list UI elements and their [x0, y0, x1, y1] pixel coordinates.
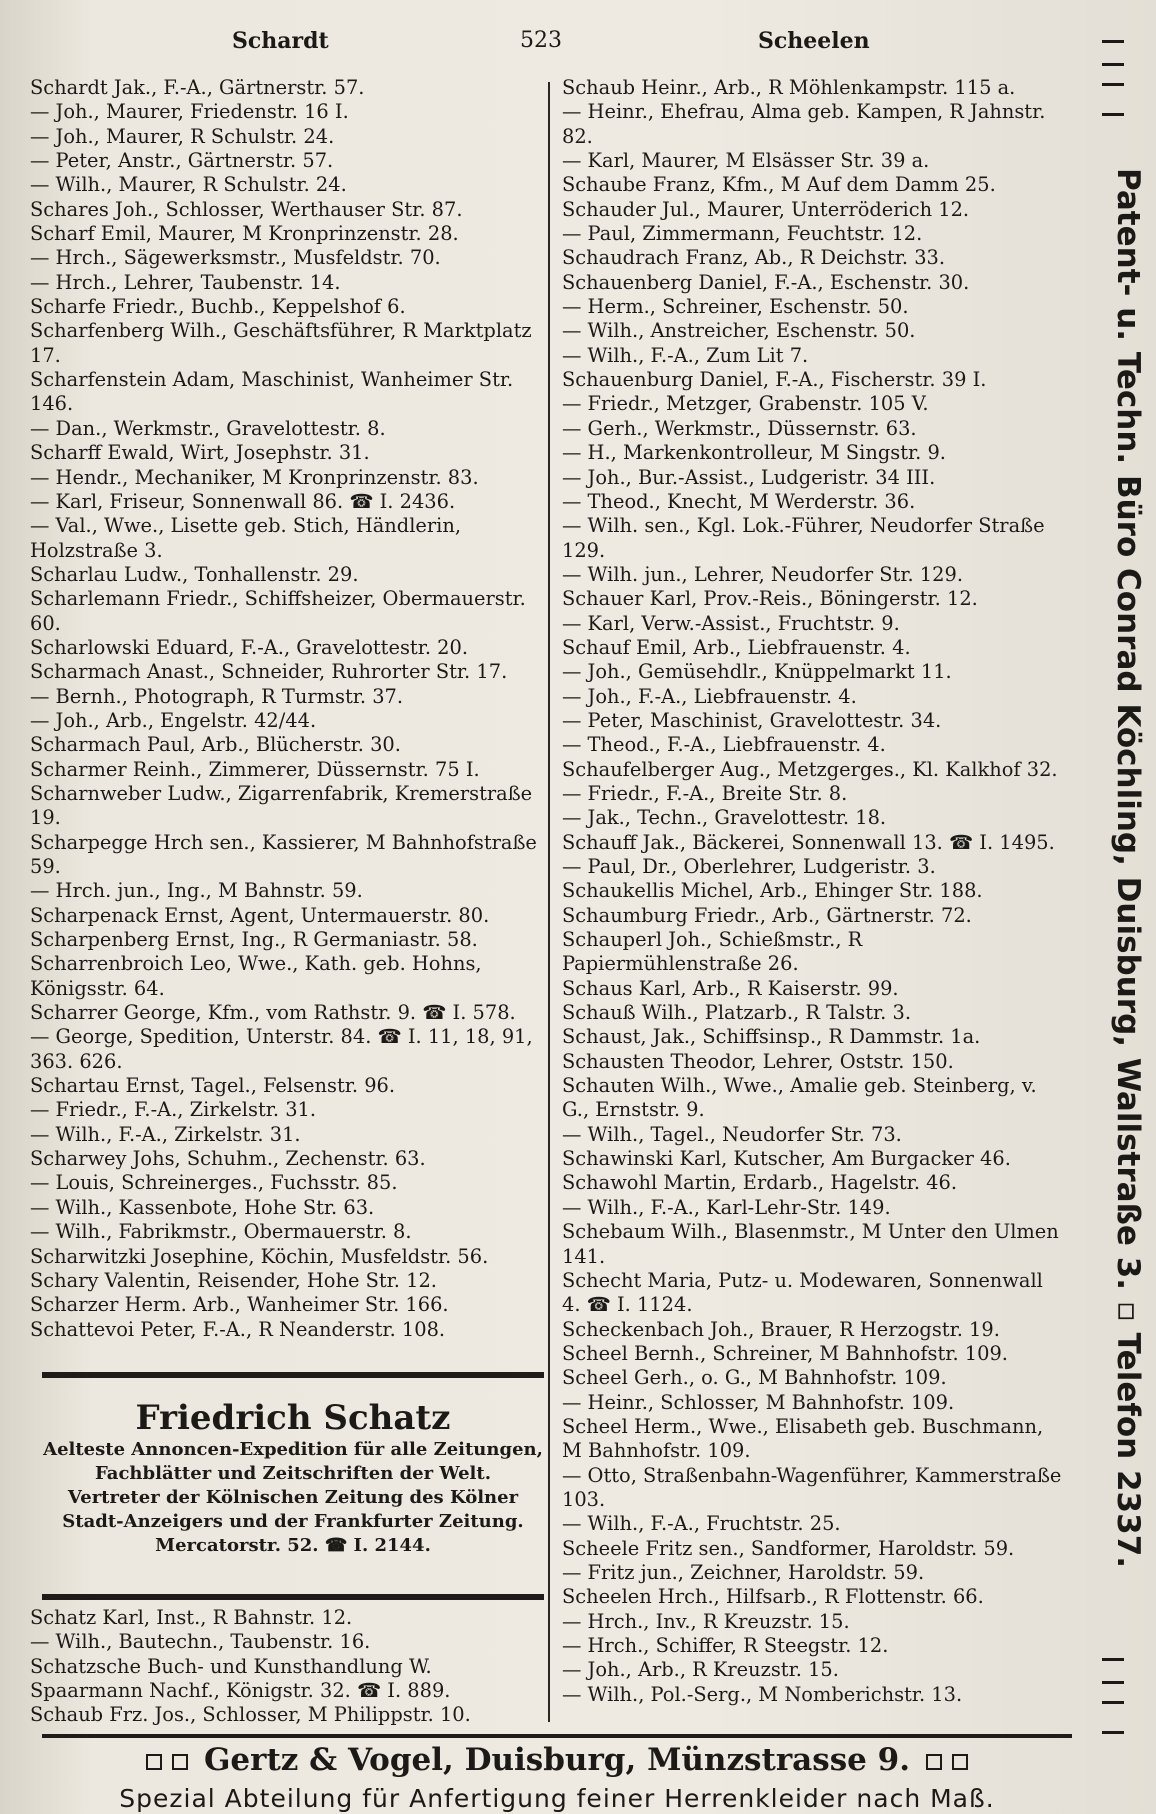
list-item: — Wilh., Maurer, R Schulstr. 24.	[30, 173, 347, 197]
list-item: — Wilh. sen., Kgl. Lok.-Führer, Neudorfer Straße 129.	[562, 514, 1045, 562]
footer-rule	[42, 1734, 1072, 1738]
list-item: Scharwey Johs, Schuhm., Zechenstr. 63.	[30, 1147, 426, 1171]
list-item: — Joh., F.-A., Liebfrauenstr. 4.	[562, 684, 857, 708]
list-item: Scharfenstein Adam, Maschinist, Wanheimer Str. 146.	[30, 368, 514, 416]
list-item: — Wilh., Tagel., Neudorfer Str. 73.	[562, 1122, 902, 1146]
list-item: Scharrenbroich Leo, Wwe., Kath. geb. Hohns, Königsstr. 64.	[30, 952, 482, 1000]
list-item: Schebaum Wilh., Blasenmstr., M Unter den Ulmen 141.	[562, 1220, 1059, 1268]
list-item: Schaukellis Michel, Arb., Ehinger Str. 188.	[562, 879, 983, 903]
list-item: Scheel Bernh., Schreiner, M Bahnhofstr. 109.	[562, 1341, 1008, 1365]
list-item: Schauenberg Daniel, F.-A., Eschenstr. 30.	[562, 270, 970, 294]
ad-line: Mercatorstr. 52. ☎ I. 2144.	[155, 1535, 431, 1556]
list-item: Scharfenberg Wilh., Geschäftsführer, R Marktplatz 17.	[30, 319, 532, 367]
list-item: — Peter, Anstr., Gärtnerstr. 57.	[30, 149, 334, 173]
list-item: — Theod., F.-A., Liebfrauenstr. 4.	[562, 733, 886, 757]
list-item: Scharmach Anast., Schneider, Ruhrorter Str. 17.	[30, 660, 508, 684]
list-item: Scheele Fritz sen., Sandformer, Haroldstr. 59.	[562, 1536, 1015, 1560]
sidebar-ad-text: Patent- u. Techn. Büro Conrad Köchling, Duisburg, Wallstraße 3. ▫ Telefon 2337.	[1110, 168, 1146, 1569]
list-item: Scharff Ewald, Wirt, Josephstr. 31.	[30, 441, 370, 465]
list-item: Scharmach Paul, Arb., Blücherstr. 30.	[30, 733, 401, 757]
list-item: Schauer Karl, Prov.-Reis., Böningerstr. 12.	[562, 587, 978, 611]
list-item: Schaus Karl, Arb., R Kaiserstr. 99.	[562, 976, 899, 1000]
list-item: Schauten Wilh., Wwe., Amalie geb. Steinberg, v. G., Ernststr. 9.	[562, 1074, 1037, 1122]
list-item: — Gerh., Werkmstr., Düssernstr. 63.	[562, 416, 917, 440]
list-item: Scharpenack Ernst, Agent, Untermauerstr. 80.	[30, 903, 490, 927]
list-item: Schecht Maria, Putz- u. Modewaren, Sonnenwall 4. ☎ I. 1124.	[562, 1268, 1043, 1317]
list-item: Scharmer Reinh., Zimmerer, Düssernstr. 75 I.	[30, 757, 480, 781]
list-item: — Wilh., Anstreicher, Eschenstr. 50.	[562, 319, 916, 343]
list-item: — Friedr., Metzger, Grabenstr. 105 V.	[562, 392, 929, 416]
list-item: — Hrch., Sägewerksmstr., Musfeldstr. 70.	[30, 246, 441, 270]
list-item: — Friedr., F.-A., Zirkelstr. 31.	[30, 1098, 317, 1122]
left-column	[30, 76, 545, 1342]
list-item: Scheel Gerh., o. G., M Bahnhofstr. 109.	[562, 1366, 947, 1390]
list-item: — Joh., Arb., Engelstr. 42/44.	[30, 708, 317, 732]
list-item: Scheckenbach Joh., Brauer, R Herzogstr. 19.	[562, 1317, 1000, 1341]
list-item: — Joh., Gemüsehdlr., Knüppelmarkt 11.	[562, 660, 952, 684]
list-item: Schatzsche Buch- und Kunsthandlung W. Spaarmann Nachf., Königstr. 32. ☎ I. 889.	[30, 1654, 451, 1703]
column-divider	[548, 82, 550, 1722]
ad-line: Vertreter der Kölnischen Zeitung des Kölner	[67, 1487, 519, 1508]
list-item: Schauder Jul., Maurer, Unterröderich 12.	[562, 197, 970, 221]
list-item: Scharzer Herm. Arb., Wanheimer Str. 166.	[30, 1293, 449, 1317]
list-item: Schaube Franz, Kfm., M Auf dem Damm 25.	[562, 173, 996, 197]
list-item: — Paul, Dr., Oberlehrer, Ludgeristr. 3.	[562, 855, 936, 878]
list-item: — Hendr., Mechaniker, M Kronprinzenstr. 83.	[30, 465, 479, 489]
list-item: — Hrch., Schiffer, R Steegstr. 12.	[562, 1634, 889, 1657]
page-header	[0, 28, 1060, 68]
list-item: — Wilh., Bautechn., Taubenstr. 16.	[30, 1630, 371, 1654]
list-item: Scharnweber Ludw., Zigarrenfabrik, Kremerstraße 19.	[30, 781, 533, 830]
page-number: 523	[520, 28, 562, 53]
list-item: Schauperl Joh., Schießmstr., R Papiermühlenstraße 26.	[562, 928, 863, 976]
list-item: Scharlowski Eduard, F.-A., Gravelottestr. 20.	[30, 635, 469, 659]
list-item: Scheelen Hrch., Hilfsarb., R Flottenstr. 66.	[562, 1585, 984, 1609]
list-item: Scharpegge Hrch sen., Kassierer, M Bahnhofstraße 59.	[30, 830, 537, 878]
list-item: — Wilh., Kassenbote, Hohe Str. 63.	[30, 1195, 375, 1219]
list-item: Scharpenberg Ernst, Ing., R Germaniastr. 58.	[30, 928, 478, 952]
list-item: — Wilh., F.-A., Zum Lit 7.	[562, 343, 809, 367]
list-item: — Joh., Maurer, R Schulstr. 24.	[30, 124, 335, 148]
list-item: — Jak., Techn., Gravelottestr. 18.	[562, 806, 887, 830]
list-item: — Wilh., F.-A., Karl-Lehr-Str. 149.	[562, 1195, 891, 1219]
list-item: Schausten Theodor, Lehrer, Oststr. 150.	[562, 1049, 954, 1073]
decorative-rule	[1102, 40, 1124, 116]
list-item: Schatz Karl, Inst., R Bahnstr. 12.	[30, 1606, 353, 1629]
list-item: Schawinski Karl, Kutscher, Am Burgacker 46.	[562, 1147, 1011, 1171]
list-item: — Hrch., Inv., R Kreuzstr. 15.	[562, 1609, 850, 1633]
list-item: Schauff Jak., Bäckerei, Sonnenwall 13. ☎ I. 1495.	[562, 830, 1055, 854]
list-item: — Wilh., F.-A., Fruchtstr. 25.	[562, 1512, 841, 1536]
list-item: — George, Spedition, Unterstr. 84. ☎ I. 11, 18, 91, 363. 626.	[30, 1025, 533, 1073]
header-right-keyword: Scheelen	[758, 28, 870, 54]
list-item: — Joh., Arb., R Kreuzstr. 15.	[562, 1658, 839, 1682]
ad-bottom-rule	[42, 1594, 544, 1600]
list-item: — Wilh. jun., Lehrer, Neudorfer Str. 129.	[562, 562, 963, 586]
list-item: Schardt Jak., F.-A., Gärtnerstr. 57.	[30, 76, 365, 99]
list-item: — Val., Wwe., Lisette geb. Stich, Händlerin, Holzstraße 3.	[30, 514, 462, 562]
list-item: — Otto, Straßenbahn-Wagenführer, Kammerstraße 103.	[562, 1463, 1062, 1511]
ad-line: Stadt-Anzeigers und der Frankfurter Zeitung.	[62, 1511, 524, 1532]
ad-line: Aelteste Annoncen-Expedition für alle Zeitungen,	[43, 1439, 543, 1460]
list-item: — Karl, Friseur, Sonnenwall 86. ☎ I. 2436.	[30, 489, 456, 513]
sidebar-advertisement	[1078, 40, 1148, 1760]
list-item: — Karl, Verw.-Assist., Fruchtstr. 9.	[562, 611, 900, 635]
list-item: Scharfe Friedr., Buchb., Keppelshof 6.	[30, 295, 406, 319]
square-ornament-icon	[146, 1754, 162, 1770]
list-item: Schares Joh., Schlosser, Werthauser Str. 87.	[30, 197, 463, 221]
list-item: — Heinr., Ehefrau, Alma geb. Kampen, R Jahnstr. 82.	[562, 100, 1046, 148]
footer-ad-line1: Gertz & Vogel, Duisburg, Münzstrasse 9.	[203, 1742, 911, 1778]
list-item: Schawohl Martin, Erdarb., Hagelstr. 46.	[562, 1171, 957, 1195]
list-item: Scharf Emil, Maurer, M Kronprinzenstr. 28.	[30, 222, 459, 246]
list-item: — Paul, Zimmermann, Feuchtstr. 12.	[562, 222, 923, 246]
list-item: Schartau Ernst, Tagel., Felsenstr. 96.	[30, 1074, 396, 1098]
list-item: Schaub Heinr., Arb., R Möhlenkampstr. 115 a.	[562, 76, 1016, 99]
list-item: Scheel Herm., Wwe., Elisabeth geb. Buschmann, M Bahnhofstr. 109.	[562, 1414, 1044, 1463]
list-item: — Hrch., Lehrer, Taubenstr. 14.	[30, 270, 341, 294]
list-item: — H., Markenkontrolleur, M Singstr. 9.	[562, 441, 946, 465]
list-item: — Dan., Werkmstr., Gravelottestr. 8.	[30, 416, 386, 440]
list-item: — Hrch. jun., Ing., M Bahnstr. 59.	[30, 879, 363, 903]
square-ornament-icon	[172, 1754, 188, 1770]
lower-left-entries	[30, 1606, 545, 1728]
list-item: — Joh., Maurer, Friedenstr. 16 I.	[30, 100, 349, 124]
list-item: Schaust, Jak., Schiffsinsp., R Dammstr. 1a.	[562, 1025, 981, 1049]
list-item: Schary Valentin, Reisender, Hohe Str. 12.	[30, 1268, 437, 1292]
list-item: — Peter, Maschinist, Gravelottestr. 34.	[562, 708, 942, 732]
square-ornament-icon	[926, 1754, 942, 1770]
footer-ad-line2: Spezial Abteilung für Anfertigung feiner Herrenkleider nach Maß.	[119, 1784, 995, 1813]
list-item: Schauf Emil, Arb., Liebfrauenstr. 4.	[562, 635, 911, 659]
list-item: — Wilh., Fabrikmstr., Obermauerstr. 8.	[30, 1220, 412, 1244]
list-item: Scharlemann Friedr., Schiffsheizer, Obermauerstr. 60.	[30, 587, 526, 635]
ad-line: Fachblätter und Zeitschriften der Welt.	[95, 1463, 491, 1484]
list-item: — Joh., Bur.-Assist., Ludgeristr. 34 III.	[562, 465, 936, 489]
list-item: — Bernh., Photograph, R Turmstr. 37.	[30, 684, 404, 708]
list-item: Scharwitzki Josephine, Köchin, Musfeldstr. 56.	[30, 1244, 489, 1268]
list-item: Scharlau Ludw., Tonhallenstr. 29.	[30, 562, 359, 586]
list-item: — Wilh., Pol.-Serg., M Nomberichstr. 13.	[562, 1682, 963, 1706]
list-item: Schaub Frz. Jos., Schlosser, M Philippstr. 10.	[30, 1703, 471, 1727]
list-item: Schauenburg Daniel, F.-A., Fischerstr. 39 I.	[562, 368, 987, 392]
decorative-rule	[1102, 1658, 1124, 1734]
right-column	[562, 76, 1062, 1707]
square-ornament-icon	[952, 1754, 968, 1770]
list-item: Scharrer George, Kfm., vom Rathstr. 9. ☎ I. 578.	[30, 1001, 516, 1025]
list-item: — Friedr., F.-A., Breite Str. 8.	[562, 781, 848, 805]
list-item: — Theod., Knecht, M Werderstr. 36.	[562, 489, 916, 513]
list-item: — Heinr., Schlosser, M Bahnhofstr. 109.	[562, 1390, 955, 1414]
list-item: — Herm., Schreiner, Eschenstr. 50.	[562, 295, 909, 319]
header-left-keyword: Schardt	[232, 28, 329, 54]
list-item: Schauß Wilh., Platzarb., R Talstr. 3.	[562, 1001, 911, 1025]
ad-top-rule	[42, 1372, 544, 1378]
list-item: Schaufelberger Aug., Metzgerges., Kl. Kalkhof 32.	[562, 757, 1058, 781]
list-item: Schattevoi Peter, F.-A., R Neanderstr. 108.	[30, 1317, 446, 1341]
ad-title: Friedrich Schatz	[135, 1398, 451, 1438]
advertisement-schatz	[42, 1386, 544, 1558]
list-item: Schaumburg Friedr., Arb., Gärtnerstr. 72.	[562, 903, 972, 927]
list-item: — Fritz jun., Zeichner, Haroldstr. 59.	[562, 1560, 925, 1584]
list-item: Schaudrach Franz, Ab., R Deichstr. 33.	[562, 246, 946, 270]
footer-ad-title	[42, 1742, 1072, 1778]
list-item: — Wilh., F.-A., Zirkelstr. 31.	[30, 1122, 301, 1146]
list-item: — Karl, Maurer, M Elsässer Str. 39 a.	[562, 149, 930, 173]
list-item: — Louis, Schreinerges., Fuchsstr. 85.	[30, 1171, 398, 1195]
